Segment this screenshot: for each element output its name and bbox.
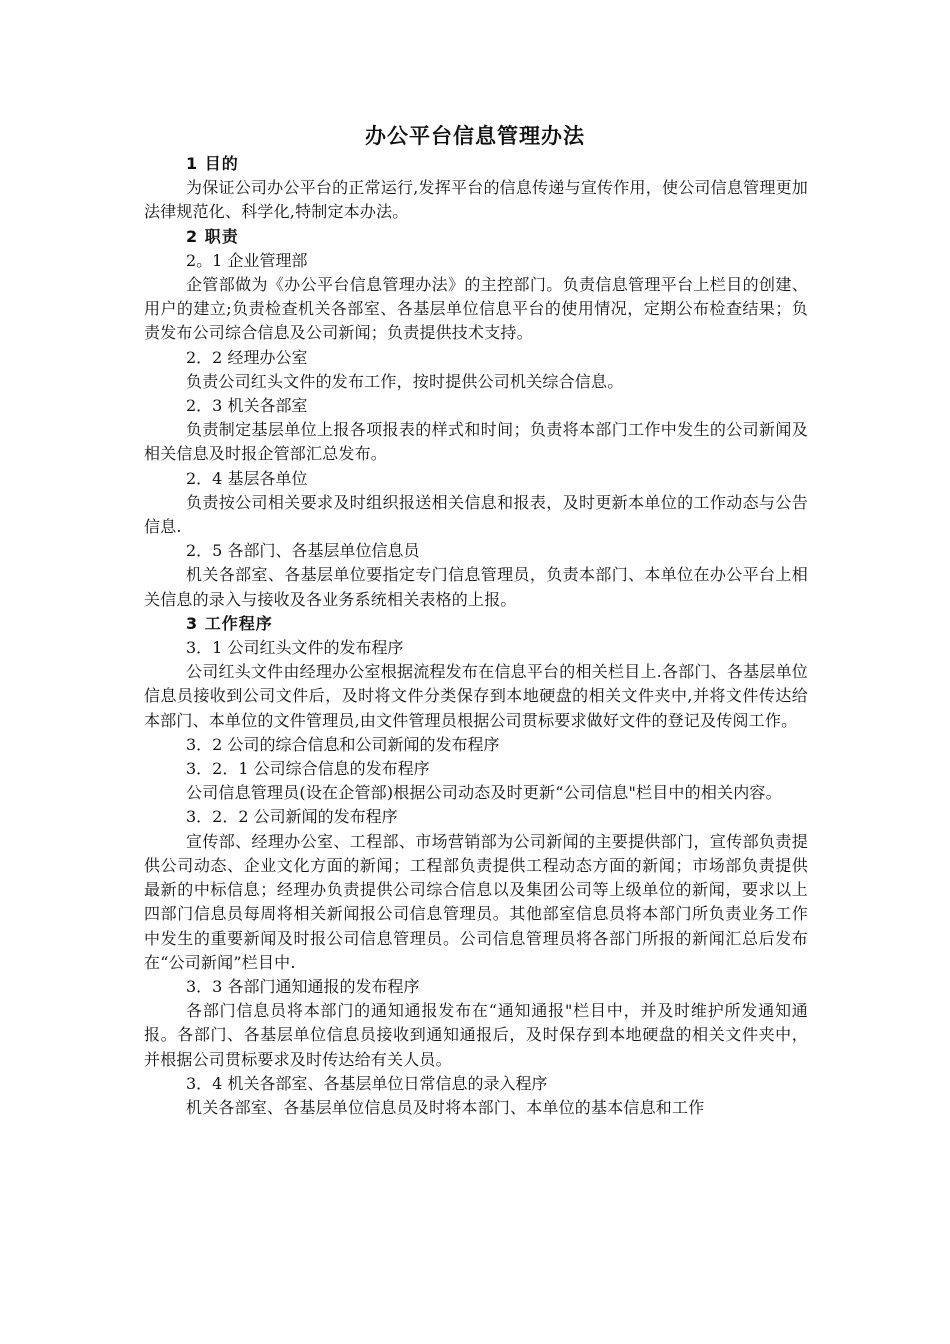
subsection-heading: 2．3 机关各部室 — [186, 396, 308, 416]
subsection-heading: 3．3 各部门通知通报的发布程序 — [186, 976, 420, 996]
subsection-heading: 3．2．1 公司综合信息的发布程序 — [186, 759, 430, 779]
section-heading: 2 职责 — [186, 226, 239, 246]
section-heading: 1 目的 — [186, 154, 239, 173]
body-paragraph: 企管部做为《办公平台信息管理办法》的主控部门。负责信息管理平台上栏目的创建、用户的建立;负责检查机关各部室、各基层单位信息平台的使用情况，定期公布检查结果；负责发布公司综合信息及公司新闻；负责提供技术支持。 — [144, 275, 808, 343]
subsection-heading: 2．4 基层各单位 — [186, 468, 308, 488]
subsection-heading: 3．2．2 公司新闻的发布程序 — [186, 807, 398, 827]
body-paragraph: 负责制定基层单位上报各项报表的样式和时间；负责将本部门工作中发生的公司新闻及相关信息及时报企管部汇总发布。 — [144, 420, 808, 464]
section-heading: 3 工作程序 — [186, 613, 273, 633]
subsection-heading: 2．2 经理办公室 — [186, 347, 308, 367]
body-paragraph: 负责公司红头文件的发布工作，按时提供公司机关综合信息。 — [186, 371, 624, 391]
subsection-heading: 3．4 机关各部室、各基层单位日常信息的录入程序 — [186, 1073, 548, 1093]
body-paragraph: 为保证公司办公平台的正常运行,发挥平台的信息传递与宣传作用，使公司信息管理更加法律规范化、科学化,特制定本办法。 — [144, 178, 808, 222]
body-paragraph: 公司信息管理员(设在企管部)根据公司动态及时更新“公司信息"栏目中的相关内容。 — [186, 783, 782, 803]
body-paragraph: 宣传部、经理办公室、工程部、市场营销部为公司新闻的主要提供部门，宣传部负责提供公司动态、企业文化方面的新闻；工程部负责提供工程动态方面的新闻；市场部负责提供最新的中标信息；经理办负责提供公司综合信息以及集团公司等上级单位的新闻，要求以上四部门信息员每周将相关新闻报公司信息管理员。其他部室信息员将本部门所负责业务工作中发生的重要新闻及时报公司信息管理员。公司信息管理员将各部门所报的新闻汇总后发布在“公司新闻”栏目中. — [144, 831, 808, 972]
body-paragraph: 机关各部室、各基层单位要指定专门信息管理员，负责本部门、本单位在办公平台上相关信息的录入与接收及各业务系统相关表格的上报。 — [144, 565, 808, 609]
document-body — [144, 152, 808, 1120]
body-paragraph: 各部门信息员将本部门的通知通报发布在“通知通报"栏目中，并及时维护所发通知通报。各部门、各基层单位信息员接收到通知通报后，及时保存到本地硬盘的相关文件夹中，并根据公司贯标要求及时传达给有关人员。 — [144, 1001, 808, 1069]
subsection-heading: 2。1 企业管理部 — [186, 250, 308, 270]
body-paragraph: 负责按公司相关要求及时组织报送相关信息和报表，及时更新本单位的工作动态与公告信息. — [144, 492, 808, 537]
document-title: 办公平台信息管理办法 — [365, 124, 585, 148]
subsection-heading: 3．2 公司的综合信息和公司新闻的发布程序 — [186, 734, 500, 754]
subsection-heading: 2．5 各部门、各基层单位信息员 — [186, 541, 420, 561]
subsection-heading: 3．1 公司红头文件的发布程序 — [186, 638, 404, 658]
body-paragraph: 公司红头文件由经理办公室根据流程发布在信息平台的相关栏目上.各部门、各基层单位信息员接收到公司文件后，及时将文件分类保存到本地硬盘的相关文件夹中,并将文件传达给本部门、本单位的文件管理员,由文件管理员根据公司贯标要求做好文件的登记及传阅工作。 — [144, 662, 808, 730]
body-paragraph: 机关各部室、各基层单位信息员及时将本部门、本单位的基本信息和工作 — [186, 1097, 705, 1117]
